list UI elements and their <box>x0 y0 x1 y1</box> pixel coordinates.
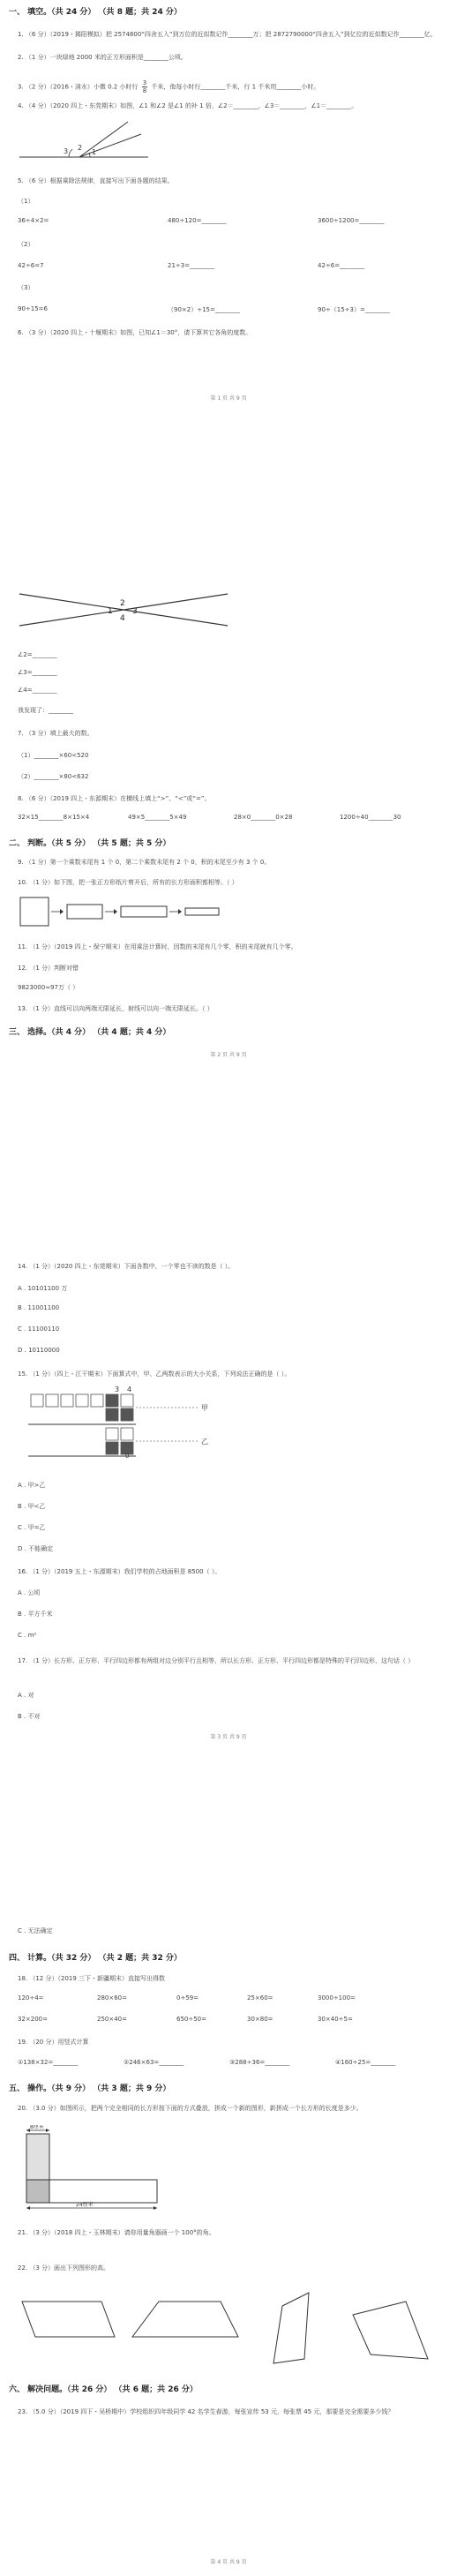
q6-answer-4: ∠4=________ <box>18 687 57 694</box>
angle-label-2: 2 <box>120 599 125 608</box>
q19-item-2: ②246×63=________ <box>124 2059 184 2066</box>
q14-option-b[interactable]: B . 11001100 <box>18 1304 60 1311</box>
label-yi: 乙 <box>201 1438 208 1446</box>
q5-r0c0: （1） <box>18 198 34 205</box>
question-15: 15. （1 分）（四上・江干期末）下面算式中，甲、乙两数表示的大小关系，下列说法正确的是（ ）。 <box>18 1371 291 1378</box>
question-4: 4. （4 分）（2020 四上・东莞期末）如图，∠1 和∠2 是∠1 的补 1 倍，∠2＝________，∠3＝________，∠1＝________。 <box>18 102 358 109</box>
section-1-title: 一、 填空。（共 24 分） （共 8 题；共 24 分） <box>9 8 182 17</box>
q19-item-1: ①138×32=________ <box>18 2059 79 2066</box>
q18-r0c1: 280×60= <box>97 1994 127 2001</box>
section-3-title: 三、 选择。（共 4 分） （共 4 题；共 4 分） <box>9 1028 171 1037</box>
page-footer-2: 第 2 页 共 9 页 <box>210 1052 247 1058</box>
q5-r2c0: （2） <box>18 241 34 248</box>
question-21: 21. （3 分）（2018 四上・玉林期末）请你用量角器画一个 100°的角。 <box>18 2229 215 2236</box>
q5-r5c2: 90÷（15÷3）=________ <box>318 306 390 313</box>
q8-item-2: 49×5________5×49 <box>128 814 187 821</box>
dimension-top: 8厘米 <box>30 2125 44 2130</box>
fraction <box>142 79 147 94</box>
q16-option-b[interactable]: B . 平方千米 <box>18 1611 53 1618</box>
page-footer-3: 第 3 页 共 9 页 <box>210 1734 247 1740</box>
angle-label-2: 2 <box>78 144 83 152</box>
fraction-denominator: 8 <box>142 87 147 94</box>
q5-r1c0: 36÷4×2= <box>18 217 49 224</box>
q17-option-a[interactable]: A . 对 <box>18 1692 34 1699</box>
question-14: 14. （1 分）（2020 四上・东莞期末）下面各数中，一个零也不读的数是（ ）。 <box>18 1263 235 1270</box>
question-10: 10. （1 分）如下图，把一张正方形纸片剪开后，所有的长方形面积都相等。（ ） <box>18 879 238 886</box>
q6-discovery: 我发现了：________ <box>18 707 73 714</box>
intersecting-lines-figure <box>18 587 229 631</box>
question-16: 16. （1 分）（2019 五上・东源期末）我们学校的占地面积是 8500（ ）。 <box>18 1568 221 1575</box>
q8-item-1: 32×15________8×15×4 <box>18 814 90 821</box>
q14-option-c[interactable]: C . 11100110 <box>18 1326 60 1333</box>
question-22: 22. （3 分）画出下列图形的高。 <box>18 2264 110 2272</box>
angle-label-1: 1 <box>108 607 113 616</box>
q6-answer-3: ∠3=________ <box>18 669 57 676</box>
q5-r5c1: （90×2）÷15=________ <box>168 306 240 313</box>
q15-option-a[interactable]: A . 甲>乙 <box>18 1482 46 1489</box>
q18-r0c2: 0÷59= <box>176 1994 199 2001</box>
question-9: 9. （1 分）第一个乘数末尾有 1 个 0，第二个乘数末尾有 2 个 0，积的末尾至少有 3 个 0。 <box>18 859 271 866</box>
q5-r4c0: （3） <box>18 284 34 291</box>
q5-r5c0: 90÷15=6 <box>18 305 48 312</box>
q14-option-d[interactable]: D . 10110000 <box>18 1347 60 1354</box>
question-20: 20. （3.0 分）如图所示，把两个完全相同的长方形按下面的方式叠放，拼成一个新的图形，新拼成一个长方形的长度是多少。 <box>18 2105 363 2112</box>
q7-row-1: （1）________×60<520 <box>18 752 89 759</box>
cut-square-figure <box>19 896 222 928</box>
section-6-title: 六、 解决问题。（共 26 分） （共 6 题；共 26 分） <box>9 2385 198 2394</box>
question-7: 7. （3 分）填上最大的数。 <box>18 730 94 737</box>
question-8: 8. （6 分）（2019 四上・东源期末）在横线上填上“>”、“<”或“=”。 <box>18 795 211 802</box>
q18-r0c4: 3000÷100= <box>318 1994 356 2001</box>
q18-r1c3: 30×80= <box>247 2016 273 2023</box>
question-2: 2. （1 分）一块绿地 2000 米的正方形面积是________公顷。 <box>18 54 187 61</box>
q19-item-4: ④160÷25=________ <box>335 2059 396 2066</box>
q5-r1c1: 480÷120=________ <box>168 217 227 224</box>
q16-option-c[interactable]: C . m² <box>18 1632 37 1639</box>
shapes-for-heights-figure <box>18 2284 441 2368</box>
q5-r3c2: 42÷6=________ <box>318 262 365 269</box>
angle-figure-q4 <box>18 115 150 168</box>
fraction-numerator: 3 <box>142 79 147 86</box>
section-4-title: 四、 计算。（共 32 分） （共 2 题；共 32 分） <box>9 1954 182 1963</box>
q6-answer-2: ∠2=________ <box>18 651 57 658</box>
question-11: 11. （1 分）（2019 四上・保宁期末）在用乘法计算时，因数的末尾有几个零，积的末尾就有几个零。 <box>18 943 297 950</box>
q17-option-b[interactable]: B . 不对 <box>18 1713 41 1720</box>
label-jia: 甲 <box>201 1404 208 1412</box>
question-23: 23. （5.0 分）（2019 四下・吴桥期中）学校组织四年级同学 42 名学生春游，每张宣传 53 元，每张票 45 元，那要是完全需要多少钱？ <box>18 2408 394 2415</box>
section-5-title: 五、 操作。（共 9 分） （共 3 题；共 9 分） <box>9 2084 171 2093</box>
q14-option-a[interactable]: A . 10101100 万 <box>18 1285 68 1292</box>
q8-item-4: 1200÷40________30 <box>340 814 401 821</box>
q5-r3c0: 42÷6=7 <box>18 262 44 269</box>
q18-r1c4: 30×40÷5= <box>318 2016 353 2023</box>
question-3-post: 千米，他每小时行________千米，行 1 千米用________小时。 <box>151 83 320 91</box>
section-2-title: 二、 判断。（共 5 分） （共 5 题；共 5 分） <box>9 839 171 848</box>
q17-option-c[interactable]: C . 无法确定 <box>18 1927 53 1934</box>
q18-r1c0: 32×200= <box>18 2016 48 2023</box>
angle-label-4: 4 <box>120 614 125 623</box>
question-3 <box>18 79 319 94</box>
q15-option-d[interactable]: D . 不能确定 <box>18 1545 54 1552</box>
grid-digit-0: 0 <box>125 1453 130 1459</box>
question-3-pre: 3. （2 分）（2016・清水）小微 0.2 小时行 <box>18 83 139 91</box>
q18-r0c3: 25×60= <box>247 1994 273 2001</box>
grid-digit-4: 4 <box>127 1386 132 1393</box>
question-1: 1. （6 分）（2019・揭阳模拟）把 2574800“四舍五入”到万位的近似数记作________万；把 2872790000“四舍五入”到亿位的近似数记作________亿。 <box>18 31 437 38</box>
q8-item-3: 28×0________0×28 <box>234 814 293 821</box>
q15-option-c[interactable]: C . 甲=乙 <box>18 1524 46 1531</box>
question-12: 12. （1 分）判断对错 <box>18 965 79 972</box>
question-19: 19. （20 分）用竖式计算 <box>18 2039 89 2046</box>
dimension-bottom: 24厘米 <box>76 2202 94 2208</box>
q7-row-2: （2）________×80<632 <box>18 773 89 780</box>
multiplication-grid-figure <box>26 1384 229 1459</box>
question-12-statement: 9823000≈97万（ ） <box>18 984 79 991</box>
q18-r1c2: 650÷50= <box>176 2016 206 2023</box>
overlapping-rectangles-figure <box>23 2125 173 2213</box>
angle-label-1: 1 <box>92 148 97 156</box>
q16-option-a[interactable]: A . 公顷 <box>18 1589 41 1596</box>
question-13: 13. （1 分）直线可以向两端无限延长，射线可以向一端无限延长。（ ） <box>18 1005 214 1012</box>
page-footer-4: 第 4 页 共 9 页 <box>210 2559 247 2565</box>
grid-digit-3: 3 <box>115 1386 120 1393</box>
angle-label-3: 3 <box>132 607 138 616</box>
q18-r1c1: 250×40= <box>97 2016 127 2023</box>
q15-option-b[interactable]: B . 甲<乙 <box>18 1503 46 1510</box>
page-footer-1: 第 1 页 共 9 页 <box>210 395 247 402</box>
question-5: 5. （6 分）根据乘除法规律，直接写出下面各题的结果。 <box>18 177 174 184</box>
q5-r3c1: 21÷3=________ <box>168 262 215 269</box>
question-18: 18. （12 分）（2019 三下・新疆期末）直接写出得数 <box>18 1975 166 1982</box>
q5-r1c2: 3600÷1200=________ <box>318 217 385 224</box>
question-17: 17. （1 分）长方形、正方形、平行四边形都有两组对边分别平行且相等，所以长方形、正方形、平行四边形都是特殊的平行四边形，这句话（ ） <box>18 1657 415 1664</box>
q18-r0c0: 120÷4= <box>18 1994 44 2001</box>
angle-label-3: 3 <box>64 147 69 155</box>
q19-item-3: ③288÷36=________ <box>229 2059 290 2066</box>
question-6: 6. （3 分）（2020 四上・十堰期末）如图，已知∠1＝30°，请下算其它各角的度数。 <box>18 329 252 336</box>
